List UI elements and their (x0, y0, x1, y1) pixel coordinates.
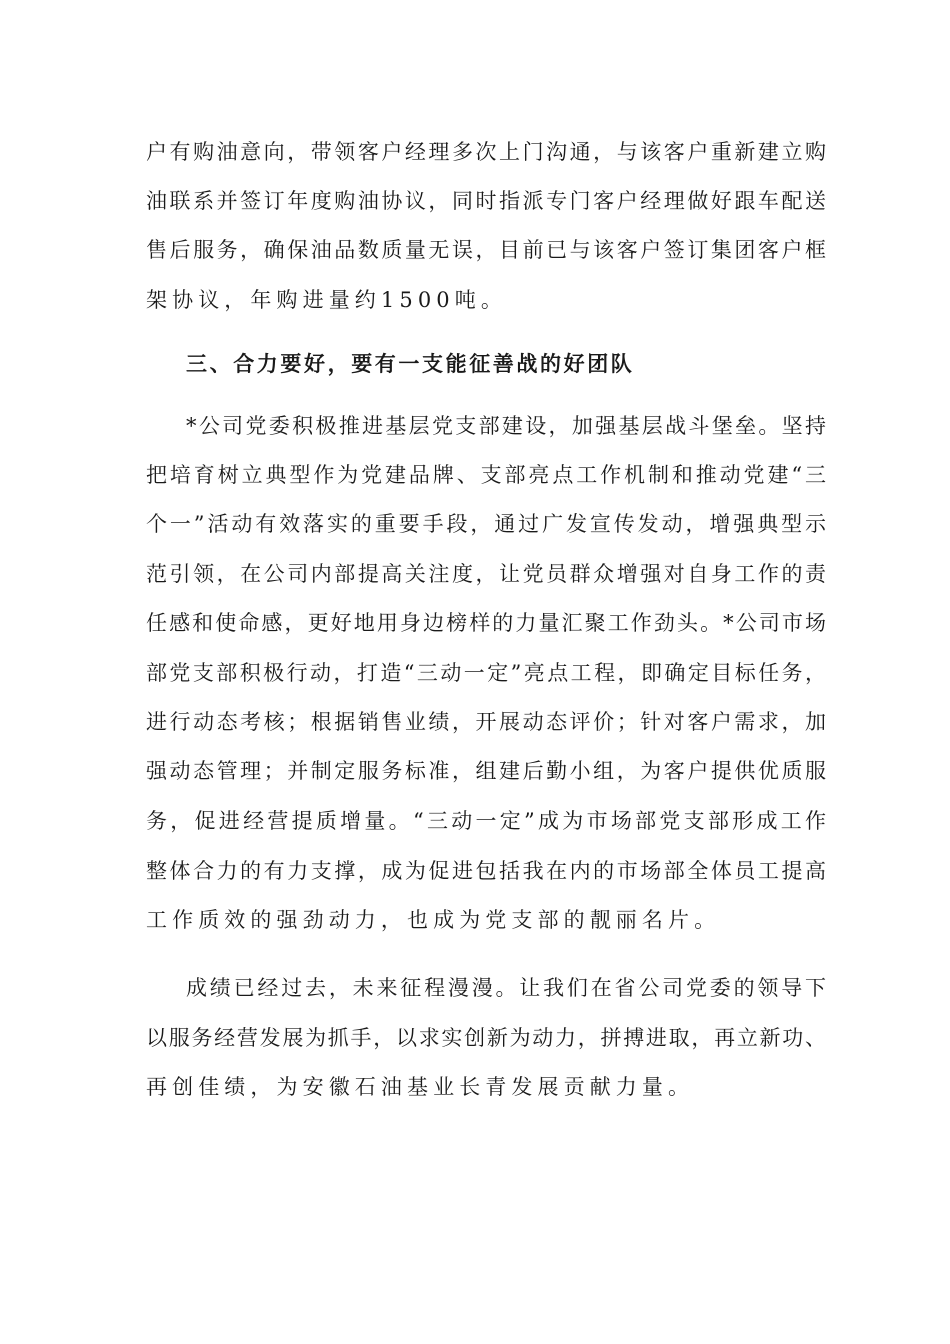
paragraph-3-line-1: 成绩已经过去，未来征程漫漫。让我们在省公司党委的领导下 (186, 976, 826, 1000)
paragraph-2-line-9: 务，促进经营提质增量。“三动一定”成为市场部党支部形成工作 (146, 809, 826, 833)
section-heading: 三、合力要好，要有一支能征善战的好团队 (186, 351, 635, 376)
paragraph-1-line-1: 户有购油意向，带领客户经理多次上门沟通，与该客户重新建立购 (146, 140, 826, 164)
paragraph-2-line-10: 整体合力的有力支撑，成为促进包括我在内的市场部全体员工提高 (146, 859, 826, 883)
paragraph-2-line-5: 任感和使命感，更好地用身边榜样的力量汇聚工作劲头。*公司市场 (146, 611, 826, 635)
paragraph-2-line-2: 把培育树立典型作为党建品牌、支部亮点工作机制和推动党建“三 (146, 463, 826, 487)
paragraph-1-line-4: 架协议，年购进量约1500吨。 (146, 288, 507, 312)
paragraph-2-line-11: 工作质效的强劲动力，也成为党支部的靓丽名片。 (146, 908, 721, 932)
paragraph-2-line-6: 部党支部积极行动，打造“三动一定”亮点工程，即确定目标任务， (146, 661, 826, 685)
paragraph-1-line-3: 售后服务，确保油品数质量无误，目前已与该客户签订集团客户框 (146, 238, 826, 262)
paragraph-2-line-3: 个一”活动有效落实的重要手段，通过广发宣传发动，增强典型示 (146, 512, 826, 536)
paragraph-2-line-4: 范引领，在公司内部提高关注度，让党员群众增强对自身工作的责 (146, 562, 826, 586)
paragraph-2-line-7: 进行动态考核；根据销售业绩，开展动态评价；针对客户需求，加 (146, 710, 826, 734)
paragraph-3-line-2: 以服务经营发展为抓手，以求实创新为动力，拼搏进取，再立新功、 (146, 1026, 826, 1050)
paragraph-3-line-3: 再创佳绩，为安徽石油基业长青发展贡献力量。 (146, 1075, 695, 1099)
paragraph-1-line-2: 油联系并签订年度购油协议，同时指派专门客户经理做好跟车配送 (146, 189, 826, 213)
paragraph-2-line-1: *公司党委积极推进基层党支部建设，加强基层战斗堡垒。坚持 (186, 414, 826, 438)
paragraph-2-line-8: 强动态管理；并制定服务标准，组建后勤小组，为客户提供优质服 (146, 759, 826, 783)
